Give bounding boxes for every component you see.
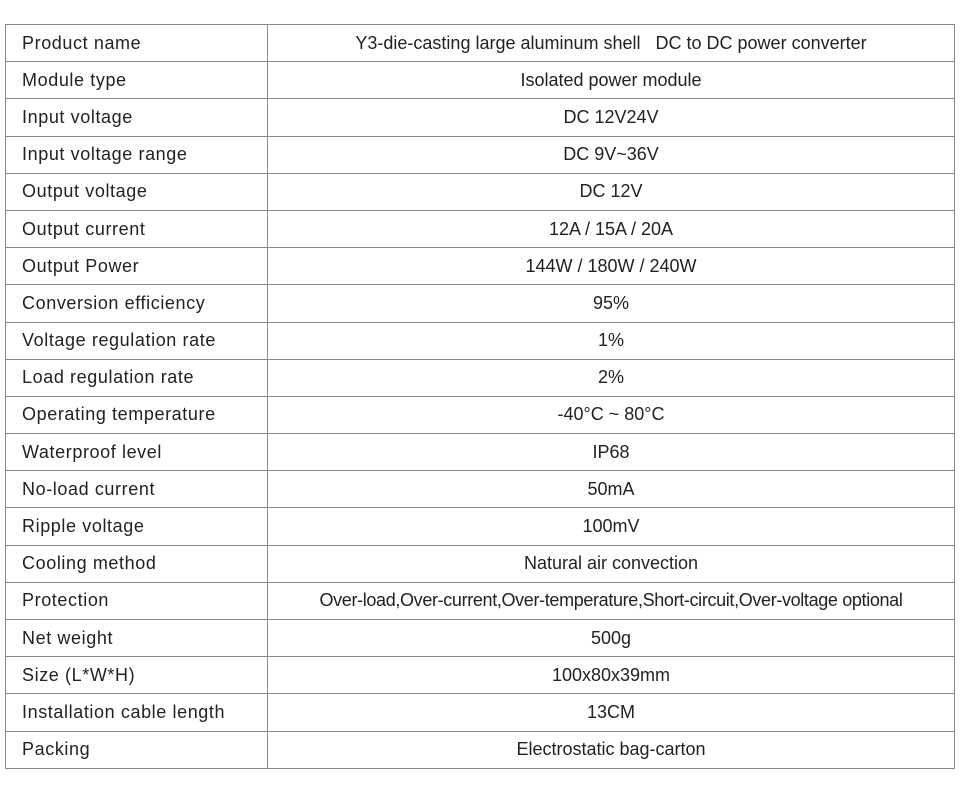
table-row: [6, 471, 955, 508]
table-row: [6, 322, 955, 359]
row-label: Output voltage: [6, 173, 268, 210]
row-label: Ripple voltage: [6, 508, 268, 545]
row-value: 12A / 15A / 20A: [268, 210, 955, 247]
row-label: Load regulation rate: [6, 359, 268, 396]
row-label: Installation cable length: [6, 694, 268, 731]
row-value: 100x80x39mm: [268, 657, 955, 694]
table-row: [6, 434, 955, 471]
row-label: Input voltage: [6, 99, 268, 136]
row-value: Over-load,Over-current,Over-temperature,Short-circuit,Over-voltage optional: [268, 582, 955, 619]
row-value: DC 12V: [268, 173, 955, 210]
table-row: [6, 173, 955, 210]
row-value: 500g: [268, 620, 955, 657]
table-row: [6, 731, 955, 768]
row-value: 13CM: [268, 694, 955, 731]
row-value: -40°C ~ 80°C: [268, 396, 955, 433]
table-row: [6, 582, 955, 619]
row-value: 1%: [268, 322, 955, 359]
row-label: Conversion efficiency: [6, 285, 268, 322]
row-label: No-load current: [6, 471, 268, 508]
table-row: [6, 396, 955, 433]
table-row: [6, 694, 955, 731]
table-row: [6, 248, 955, 285]
row-value: DC 9V~36V: [268, 136, 955, 173]
row-value: Electrostatic bag-carton: [268, 731, 955, 768]
row-label: Protection: [6, 582, 268, 619]
row-value: Y3-die-casting large aluminum shell DC to DC power converter: [268, 25, 955, 62]
table-row: [6, 545, 955, 582]
table-row: [6, 62, 955, 99]
row-label: Output Power: [6, 248, 268, 285]
row-label: Packing: [6, 731, 268, 768]
row-value: 2%: [268, 359, 955, 396]
row-label: Input voltage range: [6, 136, 268, 173]
row-label: Size (L*W*H): [6, 657, 268, 694]
table-row: [6, 25, 955, 62]
spec-table: [5, 24, 955, 769]
row-label: Product name: [6, 25, 268, 62]
row-label: Waterproof level: [6, 434, 268, 471]
row-value: 100mV: [268, 508, 955, 545]
table-row: [6, 99, 955, 136]
row-value: 95%: [268, 285, 955, 322]
row-value: IP68: [268, 434, 955, 471]
row-label: Output current: [6, 210, 268, 247]
row-label: Operating temperature: [6, 396, 268, 433]
row-label: Module type: [6, 62, 268, 99]
row-value: 50mA: [268, 471, 955, 508]
table-row: [6, 620, 955, 657]
row-label: Cooling method: [6, 545, 268, 582]
row-label: Net weight: [6, 620, 268, 657]
table-row: [6, 508, 955, 545]
table-row: [6, 359, 955, 396]
table-row: [6, 285, 955, 322]
table-row: [6, 657, 955, 694]
table-row: [6, 210, 955, 247]
row-label: Voltage regulation rate: [6, 322, 268, 359]
row-value: DC 12V24V: [268, 99, 955, 136]
row-value: Isolated power module: [268, 62, 955, 99]
row-value: 144W / 180W / 240W: [268, 248, 955, 285]
row-value: Natural air convection: [268, 545, 955, 582]
table-row: [6, 136, 955, 173]
